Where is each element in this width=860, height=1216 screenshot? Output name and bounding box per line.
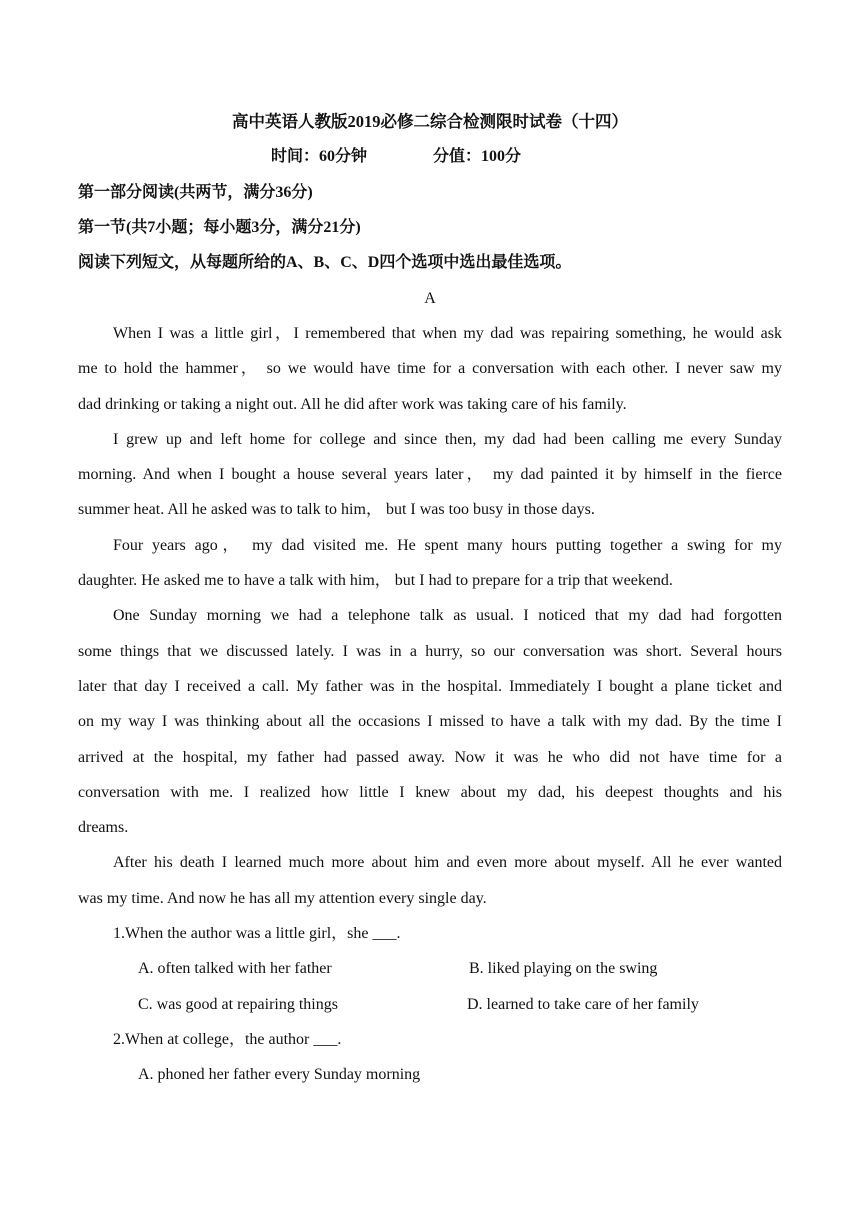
passage-line: When I was a little girl，I remembered that when my dad was repairing something, he would ask (113, 325, 782, 342)
section-one-heading: 第一节(共7小题；每小题3分，满分21分) (78, 219, 361, 236)
exam-title: 高中英语人教版2019必修二综合检测限时试卷（十四） (232, 112, 628, 131)
question-1-option-d[interactable]: D. learned to take care of her family (467, 996, 699, 1013)
question-2-option-a[interactable]: A. phoned her father every Sunday morning (138, 1066, 421, 1083)
passage-line: One Sunday morning we had a telephone talk as usual. I noticed that my dad had forgotten (113, 607, 782, 624)
passage-label: A (424, 290, 436, 307)
time-limit-label: 时间：60分钟 (271, 148, 368, 165)
passage-line: Four years ago， my dad visited me. He spent many hours putting together a swing for my (113, 537, 782, 554)
passage-line: daughter. He asked me to have a talk with him， but I had to prepare for a trip that weekend. (78, 572, 673, 589)
question-1-stem: 1.When the author was a little girl，she ___. (113, 925, 401, 942)
passage-line: was my time. And now he has all my attention every single day. (78, 890, 487, 907)
part-one-heading: 第一部分阅读(共两节，满分36分) (78, 184, 313, 201)
exam-meta-row (271, 147, 521, 167)
passage-line: dad drinking or taking a night out. All he did after work was taking care of his family. (78, 396, 627, 413)
passage-line: morning. And when I bought a house several years later， my dad painted it by himself in the fierce (78, 466, 782, 483)
passage-line: arrived at the hospital, my father had passed away. Now it was he who did not have time for a (78, 749, 782, 766)
question-1-option-a[interactable]: A. often talked with her father (138, 960, 332, 977)
passage-line: summer heat. All he asked was to talk to him， but I was too busy in those days. (78, 501, 595, 518)
question-2-stem: 2.When at college，the author ___. (113, 1031, 342, 1048)
total-score-label: 分值：100分 (433, 148, 522, 165)
passage-line: conversation with me. I realized how little I knew about my dad, his deepest thoughts and his (78, 784, 782, 801)
question-1-option-b[interactable]: B. liked playing on the swing (469, 960, 658, 977)
question-1-option-c[interactable]: C. was good at repairing things (138, 996, 338, 1013)
passage-line: some things that we discussed lately. I was in a hurry, so our conversation was short. Several hours (78, 643, 782, 660)
passage-line: later that day I received a call. My father was in the hospital. Immediately I bought a plane ticket and (78, 678, 782, 695)
passage-line: After his death I learned much more about him and even more about myself. All he ever wanted (113, 854, 782, 871)
passage-line: dreams. (78, 819, 129, 836)
passage-line: me to hold the hammer， so we would have time for a conversation with each other. I never saw my (78, 360, 782, 377)
instruction-text: 阅读下列短文，从每题所给的A、B、C、D四个选项中选出最佳选项。 (78, 254, 572, 271)
passage-line: I grew up and left home for college and since then, my dad had been calling me every Sunday (113, 431, 782, 448)
passage-line: on my way I was thinking about all the occasions I missed to have a talk with my dad. By the time I (78, 713, 782, 730)
